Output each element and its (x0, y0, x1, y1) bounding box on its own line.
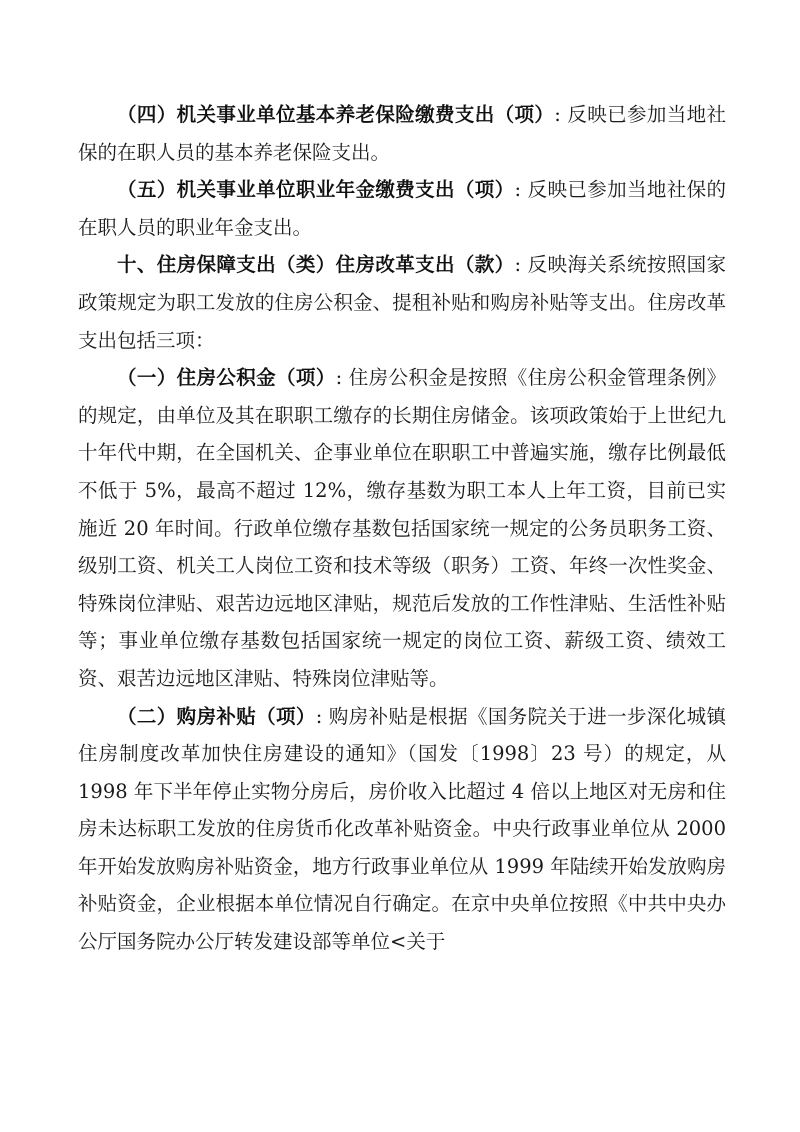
paragraph-text: : 反映已参加当地社保的在职人员的职业年金支出。 (78, 178, 726, 239)
paragraph-text: : 购房补贴是根据《国务院关于进一步深化城镇住房制度改革加快住房建设的通知》（国发〔1998〕23 号）的规定，从 1998 年下半年停止实物分房后，房价收入比超过 4 倍以上地区对无房和住房未达标职工发放的住房货币化改革补贴资金。中央行政事业单位从 2000 年开始发放购房补贴资金，地方行政事业单位从 1999 年陆续开始发放购房补贴资金，企业根据本单位情况自行确定。在京中央单位按照《中共中央办公厅国务院办公厅转发建设部等单位<关于 (78, 704, 726, 954)
paragraph-heading: （五）机关事业单位职业年金缴费支出（项） (117, 178, 515, 202)
paragraph-heading: （二）购房补贴（项） (117, 704, 316, 728)
paragraph-text: : 反映已参加当地社保的在职人员的基本养老保险支出。 (78, 103, 726, 164)
paragraph-text: : 反映海关系统按照国家政策规定为职工发放的住房公积金、提租补贴和购房补贴等支出。住房改革支出包括三项： (78, 253, 726, 352)
paragraph-housing-subsidy (78, 698, 726, 961)
document-body (78, 96, 726, 961)
paragraph-housing-fund (78, 359, 726, 697)
paragraph-heading: （四）机关事业单位基本养老保险缴费支出（项） (117, 103, 555, 126)
paragraph-housing-security (78, 246, 726, 359)
paragraph-heading: 十、住房保障支出（类）住房改革支出（款） (117, 253, 515, 277)
paragraph-text: : 住房公积金是按照《住房公积金管理条例》的规定，由单位及其在职职工缴存的长期住房储金。该项政策始于上世纪九十年代中期，在全国机关、企事业单位在职职工中普遍实施，缴存比例最低不低于 5%，最高不超过 12%，缴存基数为职工本人上年工资，目前已实施近 20 年时间。行政单位缴存基数包括国家统一规定的公务员职务工资、级别工资、机关工人岗位工资和技术等级（职务）工资、年终一次性奖金、特殊岗位津贴、艰苦边远地区津贴，规范后发放的工作性津贴、生活性补贴等；事业单位缴存基数包括国家统一规定的岗位工资、薪级工资、绩效工资、艰苦边远地区津贴、特殊岗位津贴等。 (78, 366, 726, 690)
paragraph-occupational-annuity (78, 171, 726, 246)
paragraph-heading: （一）住房公积金（项） (117, 366, 336, 390)
paragraph-pension-insurance (78, 96, 726, 171)
